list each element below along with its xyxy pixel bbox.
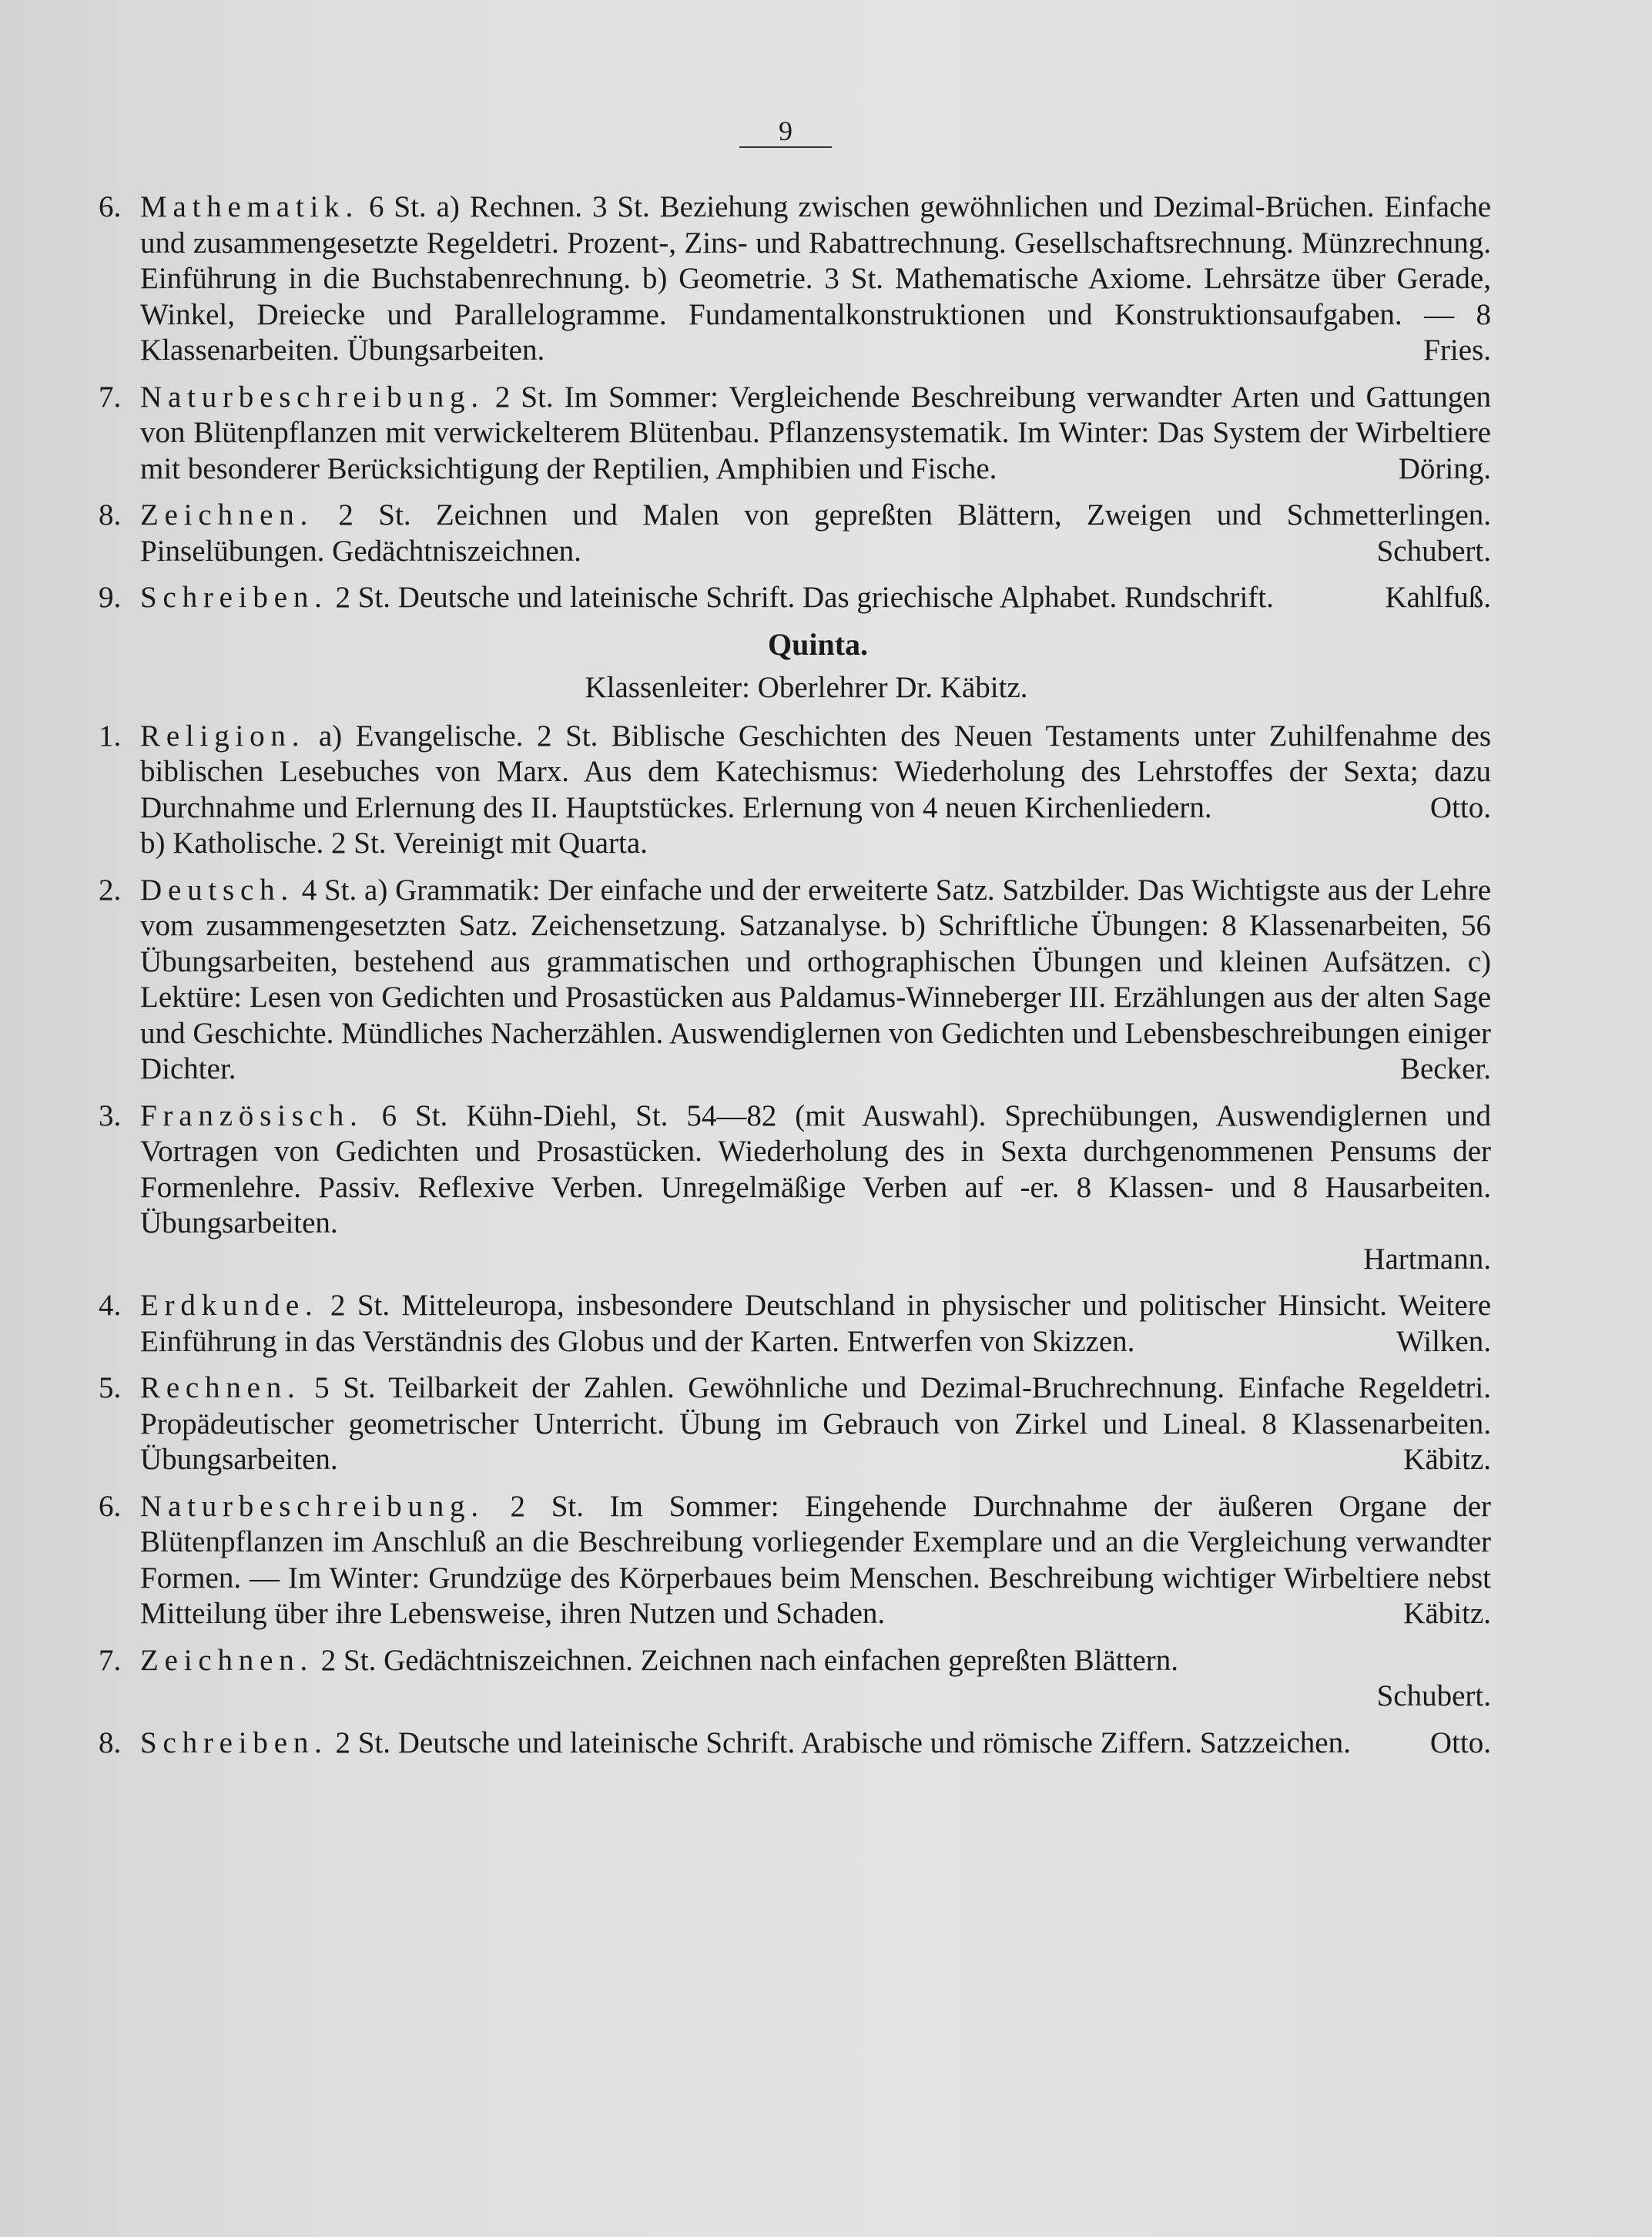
entry-text: a) Evangelische. 2 St. Biblische Geschichten des Neuen Testaments unter Zuhilfenahme des biblischen Lesebuches von Marx. Aus dem Katechismus: Wiederholung des Lehrstoffes der Sexta; dazu Durchnahme und Erlernung des II. Hauptstückes. Erlernung von 4 neuen Kirchenliedern. bbox=[140, 719, 1491, 824]
entry-teacher: Becker. bbox=[1399, 1052, 1491, 1085]
entry-number: 7. bbox=[99, 1643, 122, 1677]
entry-text: 2 St. Deutsche und lateinische Schrift. Das griechische Alphabet. Rundschrift. bbox=[335, 581, 1274, 614]
entry-number: 2. bbox=[99, 873, 122, 907]
entry-teacher: Wilken. bbox=[1396, 1324, 1491, 1358]
entry-teacher: Fries. bbox=[1423, 334, 1491, 367]
entry-number: 6. bbox=[99, 1489, 122, 1523]
curriculum-entry bbox=[99, 1288, 1491, 1360]
entry-body bbox=[140, 498, 1491, 569]
curriculum-entry bbox=[99, 719, 1491, 862]
entry-teacher: Kahlfuß. bbox=[1385, 581, 1491, 614]
entry-body bbox=[140, 1726, 1491, 1762]
entry-subject: Religion. bbox=[140, 719, 306, 753]
entry-body bbox=[140, 719, 1491, 862]
entry-text: 2 St. Zeichnen und Malen von gepreßten Blättern, Zweigen und Schmetterlingen. Pinselübungen. Gedächtniszeichnen. bbox=[140, 498, 1492, 568]
entry-teacher: Käbitz. bbox=[1403, 1443, 1491, 1476]
entry-text: 6 St. Kühn-Diehl, St. 54—82 (mit Auswahl). Sprechübungen, Auswendiglernen und Vortragen von Gedichten und Prosastücken. Wiederholung des in Sexta durchgenommenen Pensums der Formenlehre. Passiv. Reflexive Verben. Unregelmäßige Verben auf -er. 8 Klassen- und 8 Hausarbeiten. Übungsarbeiten. bbox=[140, 1098, 1491, 1239]
klassenleiter-line: Klassenleiter: Oberlehrer Dr. Käbitz. bbox=[585, 671, 1028, 704]
entry-subject: Schreiben. bbox=[140, 1726, 328, 1759]
entry-text: 5 St. Teilbarkeit der Zahlen. Gewöhnliche und Dezimal-Bruchrechnung. Einfache Regeldetri. Propädeutischer geometrischer Unterricht. Übung im Gebrauch von Zirkel und Lineal. 8 Klassenarbeiten. Übungsarbeiten. bbox=[140, 1371, 1491, 1476]
curriculum-entry bbox=[99, 380, 1491, 488]
entry-subject: Zeichnen. bbox=[140, 1643, 314, 1677]
entry-text: 2 St. Im Sommer: Vergleichende Beschreibung verwandter Arten und Gattungen von Blütenpflanzen mit verwickelterem Blütenbau. Pflanzensystematik. Im Winter: Das System der Wirbeltiere mit besonderer Berücksichtigung der Reptilien, Amphibien und Fische. bbox=[140, 380, 1492, 485]
entry-number: 3. bbox=[99, 1098, 122, 1132]
page-number: 9 bbox=[739, 116, 832, 148]
entry-subject: Naturbeschreibung. bbox=[140, 1489, 484, 1523]
entry-body bbox=[140, 189, 1491, 369]
entry-teacher: Otto. bbox=[1429, 790, 1491, 824]
entry-teacher: Döring. bbox=[1398, 451, 1491, 485]
entry-number: 8. bbox=[99, 498, 122, 532]
curriculum-entry bbox=[99, 1726, 1491, 1762]
entry-subject: Naturbeschreibung. bbox=[140, 380, 484, 414]
entry-text: 2 St. Mitteleuropa, insbesondere Deutschland in physischer und politischer Hinsicht. Weitere Einführung in das Verständnis des Globus und der Karten. Entwerfen von Skizzen. bbox=[140, 1289, 1491, 1358]
entry-number: 9. bbox=[99, 581, 122, 614]
entry-subject: Französisch. bbox=[140, 1098, 364, 1132]
sexta-curriculum-list bbox=[99, 189, 1491, 616]
entry-subject: Mathematik. bbox=[140, 190, 359, 223]
entry-number: 8. bbox=[99, 1726, 122, 1759]
entry-body bbox=[140, 580, 1491, 616]
entry-body bbox=[140, 1288, 1491, 1360]
entry-number: 5. bbox=[99, 1371, 122, 1404]
entry-subject: Zeichnen. bbox=[140, 498, 314, 532]
entry-number: 1. bbox=[99, 719, 122, 753]
entry-text: 2 St. Im Sommer: Eingehende Durchnahme der äußeren Organe der Blütenpflanzen im Anschluß an die Beschreibung vorliegender Exemplare und an die Vergleichung verwandter Formen. — Im Winter: Grundzüge des Körperbaues beim Menschen. Beschreibung wichtiger Wirbeltiere nebst Mitteilung über ihre Lebensweise, ihren Nutzen und Schaden. bbox=[140, 1489, 1492, 1630]
curriculum-entry bbox=[99, 1098, 1491, 1278]
entry-body bbox=[140, 1098, 1491, 1278]
entry-body bbox=[140, 1643, 1491, 1715]
section-title-quinta: Quinta. bbox=[767, 626, 869, 662]
entry-subject: Deutsch. bbox=[140, 873, 294, 907]
curriculum-entry bbox=[99, 1370, 1491, 1478]
entry-teacher: Otto. bbox=[1429, 1726, 1491, 1759]
entry-text: 6 St. a) Rechnen. 3 St. Beziehung zwischen gewöhnlichen und Dezimal-Brüchen. Einfache und zusammengesetzte Regeldetri. Prozent-, Zins- und Rabattrechnung. Gesellschaftsrechnung. Münzrechnung. Einführung in die Buchstabenrechnung. b) Geometrie. 3 St. Mathematische Axiome. Lehrsätze über Gerade, Winkel, Dreiecke und Parallelogramme. Fundamentalkonstruktionen und Konstruktionsaufgaben. — 8 Klassenarbeiten. Übungsarbeiten. bbox=[140, 190, 1492, 367]
entry-body bbox=[140, 873, 1491, 1088]
curriculum-entry bbox=[99, 1489, 1491, 1632]
entry-extra: b) Katholische. 2 St. Vereinigt mit Quarta. bbox=[140, 827, 648, 860]
entry-number: 7. bbox=[99, 380, 122, 414]
entry-teacher: Hartmann. bbox=[1363, 1242, 1491, 1276]
entry-body bbox=[140, 380, 1491, 488]
entry-teacher: Schubert. bbox=[1376, 534, 1491, 568]
document-body bbox=[99, 189, 1491, 1772]
entry-body bbox=[140, 1489, 1491, 1632]
entry-number: 4. bbox=[99, 1289, 122, 1322]
entry-subject: Rechnen. bbox=[140, 1371, 301, 1404]
entry-body bbox=[140, 1370, 1491, 1478]
entry-text: 2 St. Gedächtniszeichnen. Zeichnen nach einfachen gepreßten Blättern. bbox=[320, 1643, 1178, 1677]
entry-number: 6. bbox=[99, 190, 122, 223]
entry-teacher: Käbitz. bbox=[1403, 1597, 1491, 1630]
entry-subject: Erdkunde. bbox=[140, 1289, 319, 1322]
entry-teacher: Schubert. bbox=[1376, 1679, 1491, 1712]
entry-text: 4 St. a) Grammatik: Der einfache und der erweiterte Satz. Satzbilder. Das Wichtigste aus der Lehre vom zusammengesetzten Satz. Zeichensetzung. Satzanalyse. b) Schriftliche Übungen: 8 Klassenarbeiten, 56 Übungsarbeiten, bestehend aus grammatischen und orthographischen Übungen und kleinen Aufsätzen. c) Lektüre: Lesen von Gedichten und Prosastücken aus Paldamus-Winneberger III. Erzählungen aus der alten Sage und Geschichte. Mündliches Nacherzählen. Auswendiglernen von Gedichten und Lebensbeschreibungen einiger Dichter. bbox=[140, 873, 1492, 1085]
curriculum-entry bbox=[99, 189, 1491, 369]
curriculum-entry bbox=[99, 1643, 1491, 1715]
quinta-curriculum-list bbox=[99, 719, 1491, 1762]
entry-subject: Schreiben. bbox=[140, 581, 328, 614]
curriculum-entry bbox=[99, 580, 1491, 616]
curriculum-entry bbox=[99, 873, 1491, 1088]
curriculum-entry bbox=[99, 498, 1491, 569]
entry-text: 2 St. Deutsche und lateinische Schrift. Arabische und römische Ziffern. Satzzeichen. bbox=[335, 1726, 1351, 1759]
